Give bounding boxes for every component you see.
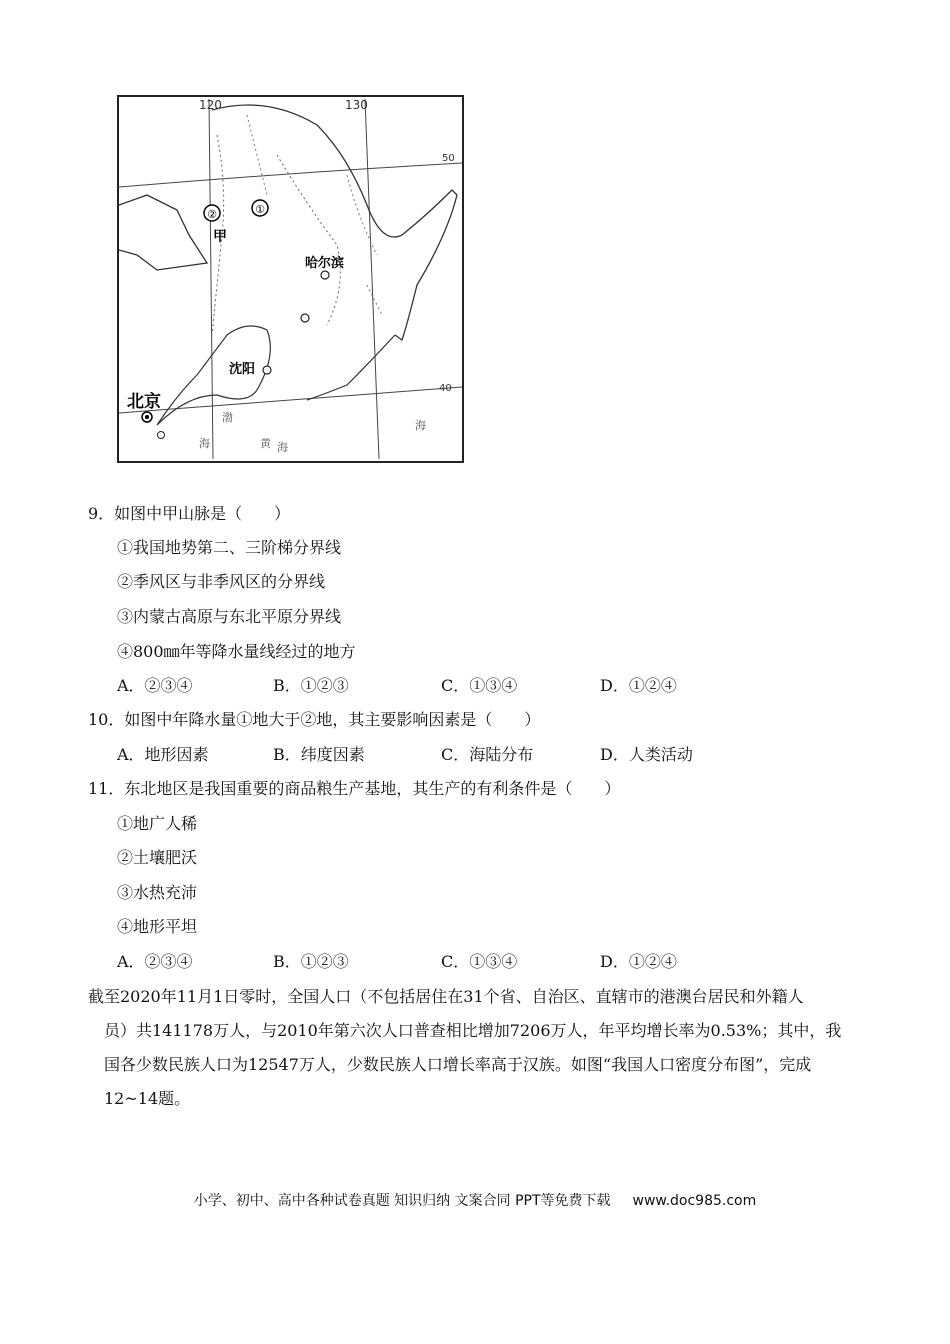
question-11-item-1: ①地广人稀 (117, 814, 198, 833)
question-9-item-4: ④800㎜年等降水量线经过的地方 (117, 642, 356, 661)
choice-b[interactable]: B．①②③ (273, 952, 349, 971)
passage-line-3: 国各少数民族人口为12547万人，少数民族人口增长率高于汉族。如图“我国人口密度分布图”，完成 (88, 1055, 812, 1074)
lat-label-40: 40 (439, 383, 452, 394)
question-11-item-3: ③水热充沛 (117, 883, 198, 902)
choice-a[interactable]: A．②③④ (117, 952, 193, 971)
city-harbin-label: 哈尔滨 (305, 256, 345, 271)
passage-line-1: 截至2020年11月1日零时，全国人口（不包括居住在31个省、自治区、直辖市的港澳台居民和外籍人 (88, 987, 804, 1006)
population-passage (88, 980, 870, 1116)
lat-label-50: 50 (442, 153, 455, 164)
harbin-dot (321, 271, 329, 279)
choice-a[interactable]: A．地形因素 (117, 745, 209, 764)
mountain-jia-label: 甲 (213, 229, 227, 245)
lon-label-120: 120 (199, 98, 222, 112)
choice-d[interactable]: D．①②④ (600, 676, 677, 695)
northeast-china-map (117, 95, 464, 463)
choice-d[interactable]: D．人类活动 (600, 745, 693, 764)
marker-2-label: ② (207, 208, 217, 221)
question-11-item-2: ②土壤肥沃 (117, 848, 198, 867)
sea-label-hai-3: 海 (415, 419, 426, 432)
sea-label-hai-1: 海 (199, 437, 210, 450)
sea-label-hai-2: 海 (277, 441, 288, 454)
choice-b[interactable]: B．纬度因素 (273, 745, 365, 764)
choice-c[interactable]: C．①③④ (441, 676, 518, 695)
footer-text: 小学、初中、高中各种试卷真题 知识归纳 文案合同 PPT等免费下载 (193, 1193, 611, 1209)
question-9-item-1: ①我国地势第二、三阶梯分界线 (117, 538, 342, 557)
question-9-item-3: ③内蒙古高原与东北平原分界线 (117, 607, 342, 626)
passage-line-2: 员）共141178万人，与2010年第六次人口普查相比增加7206万人，年平均增长率为0.53%；其中，我 (88, 1021, 842, 1040)
question-11-item-4: ④地形平坦 (117, 917, 198, 936)
question-9-stem: 9．如图中甲山脉是（ ） (88, 504, 291, 523)
city-shenyang-label: 沈阳 (229, 362, 256, 377)
choice-c[interactable]: C．海陆分布 (441, 745, 534, 764)
page-footer (0, 1190, 950, 1210)
sea-label-bo: 渤 (222, 411, 233, 424)
question-10-stem: 10．如图中年降水量①地大于②地，其主要影响因素是（ ） (88, 710, 541, 729)
choice-a[interactable]: A．②③④ (117, 676, 193, 695)
city-beijing-label: 北京 (127, 392, 161, 412)
lon-label-130: 130 (345, 98, 368, 112)
marker-1-label: ① (255, 203, 265, 216)
tianjin-dot (158, 432, 165, 439)
shenyang-dot (263, 366, 271, 374)
choice-d[interactable]: D．①②④ (600, 952, 677, 971)
beijing-dot-center (145, 415, 149, 419)
question-11-stem: 11．东北地区是我国重要的商品粮生产基地，其生产的有利条件是（ ） (88, 779, 621, 798)
choice-b[interactable]: B．①②③ (273, 676, 349, 695)
footer-url[interactable]: www.doc985.com (632, 1193, 757, 1209)
passage-line-4: 12~14题。 (88, 1089, 191, 1108)
choice-c[interactable]: C．①③④ (441, 952, 518, 971)
city-dot (301, 314, 309, 322)
question-9-item-2: ②季风区与非季风区的分界线 (117, 572, 326, 591)
sea-label-huang: 黄 (260, 437, 271, 450)
